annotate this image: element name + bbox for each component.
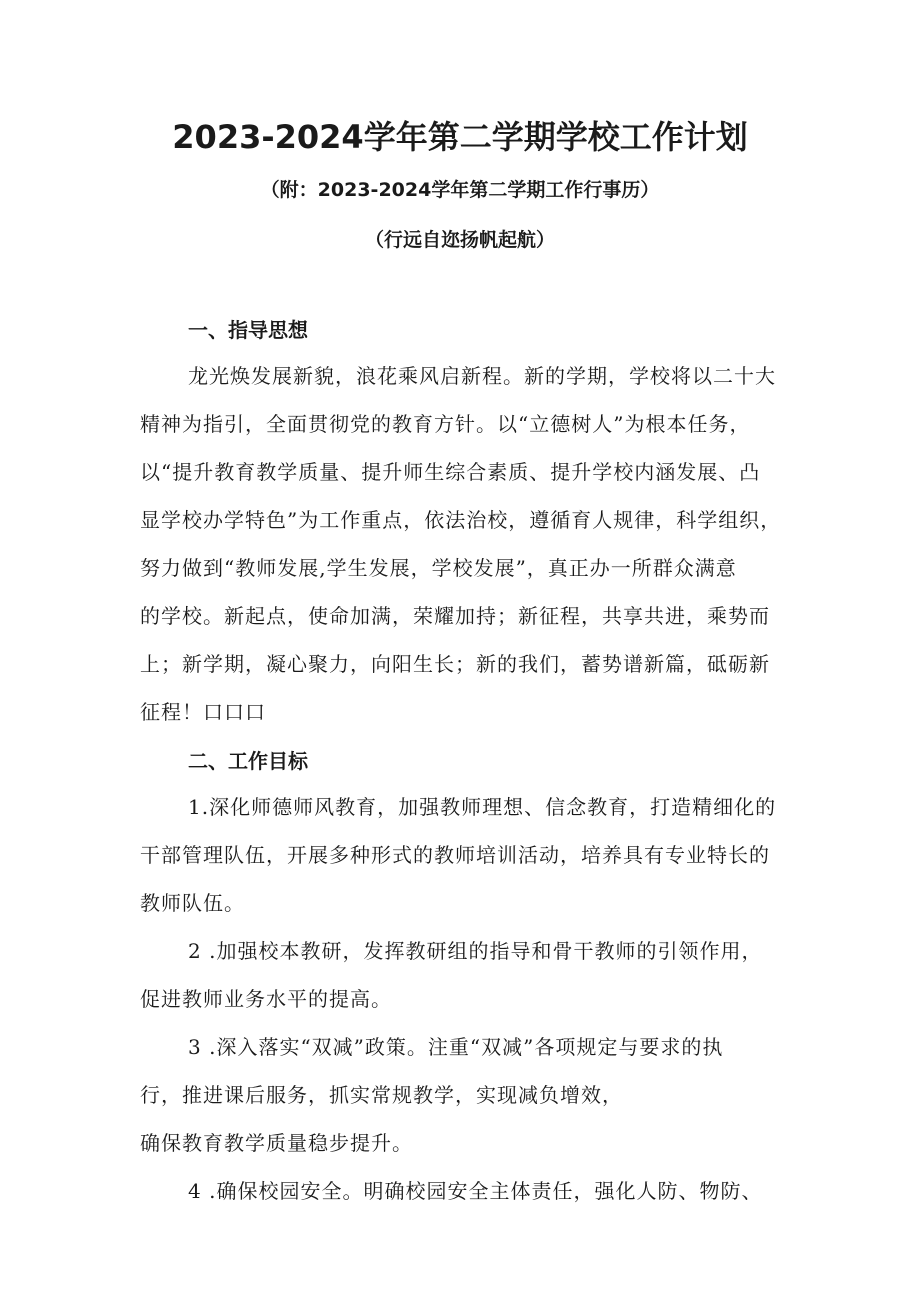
text-line: 4 .确保校园安全。明确校园安全主体责任，强化人防、物防、 [188, 1179, 763, 1203]
text-line: 以“提升教育教学质量、提升师生综合素质、提升学校内涵发展、凸 [140, 460, 761, 484]
goal-item-2 [140, 927, 795, 1023]
text-line: 确保教育教学质量稳步提升。 [140, 1131, 413, 1155]
paragraph-guiding-ideology [140, 352, 795, 736]
text-line: 显学校办学特色”为工作重点，依法治校，遵循育人规律，科学组织， [140, 508, 782, 532]
document-subtitle-appendix: （附：2023-2024学年第二学期工作行事历） [260, 179, 660, 201]
text-line: 2 .加强校本教研，发挥教研组的指导和骨干教师的引领作用， [188, 939, 763, 963]
goal-item-4 [140, 1167, 795, 1215]
goal-item-1 [140, 783, 795, 927]
document-subtitle-motto: （行远自迩扬帆起航） [364, 229, 555, 251]
text-line: 上；新学期，凝心聚力，向阳生长；新的我们，蓄势谱新篇，砥砺新 [140, 652, 770, 676]
goal-item-3 [140, 1023, 795, 1119]
text-line: 促进教师业务水平的提高。 [140, 987, 392, 1011]
section-heading-guiding-ideology: 一、指导思想 [188, 318, 308, 342]
section-heading-work-goals: 二、工作目标 [188, 749, 308, 773]
text-line: 干部管理队伍，开展多种形式的教师培训活动，培养具有专业特长的 [140, 843, 770, 867]
text-line: 龙光焕发展新貌，浪花乘风启新程。新的学期，学校将以二十大 [188, 364, 776, 388]
text-line: 征程！口口口 [140, 700, 266, 724]
goal-item-3-continued [140, 1119, 795, 1167]
text-line: 教师队伍。 [140, 891, 245, 915]
text-line: 1.深化师德师风教育，加强教师理想、信念教育，打造精细化的 [188, 795, 777, 819]
text-line: 的学校。新起点，使命加满，荣耀加持；新征程，共享共进，乘势而 [140, 604, 770, 628]
document-title: 2023-2024学年第二学期学校工作计划 [172, 118, 748, 156]
text-line: 3 .深入落实“双减”政策。注重“双减”各项规定与要求的执 [188, 1035, 724, 1059]
text-line: 行，推进课后服务，抓实常规教学，实现减负增效， [140, 1083, 623, 1107]
text-line: 努力做到“教师发展,学生发展，学校发展”，真正办一所群众满意 [140, 556, 737, 580]
text-line: 精神为指引，全面贯彻党的教育方针。以“立德树人”为根本任务， [140, 412, 751, 436]
